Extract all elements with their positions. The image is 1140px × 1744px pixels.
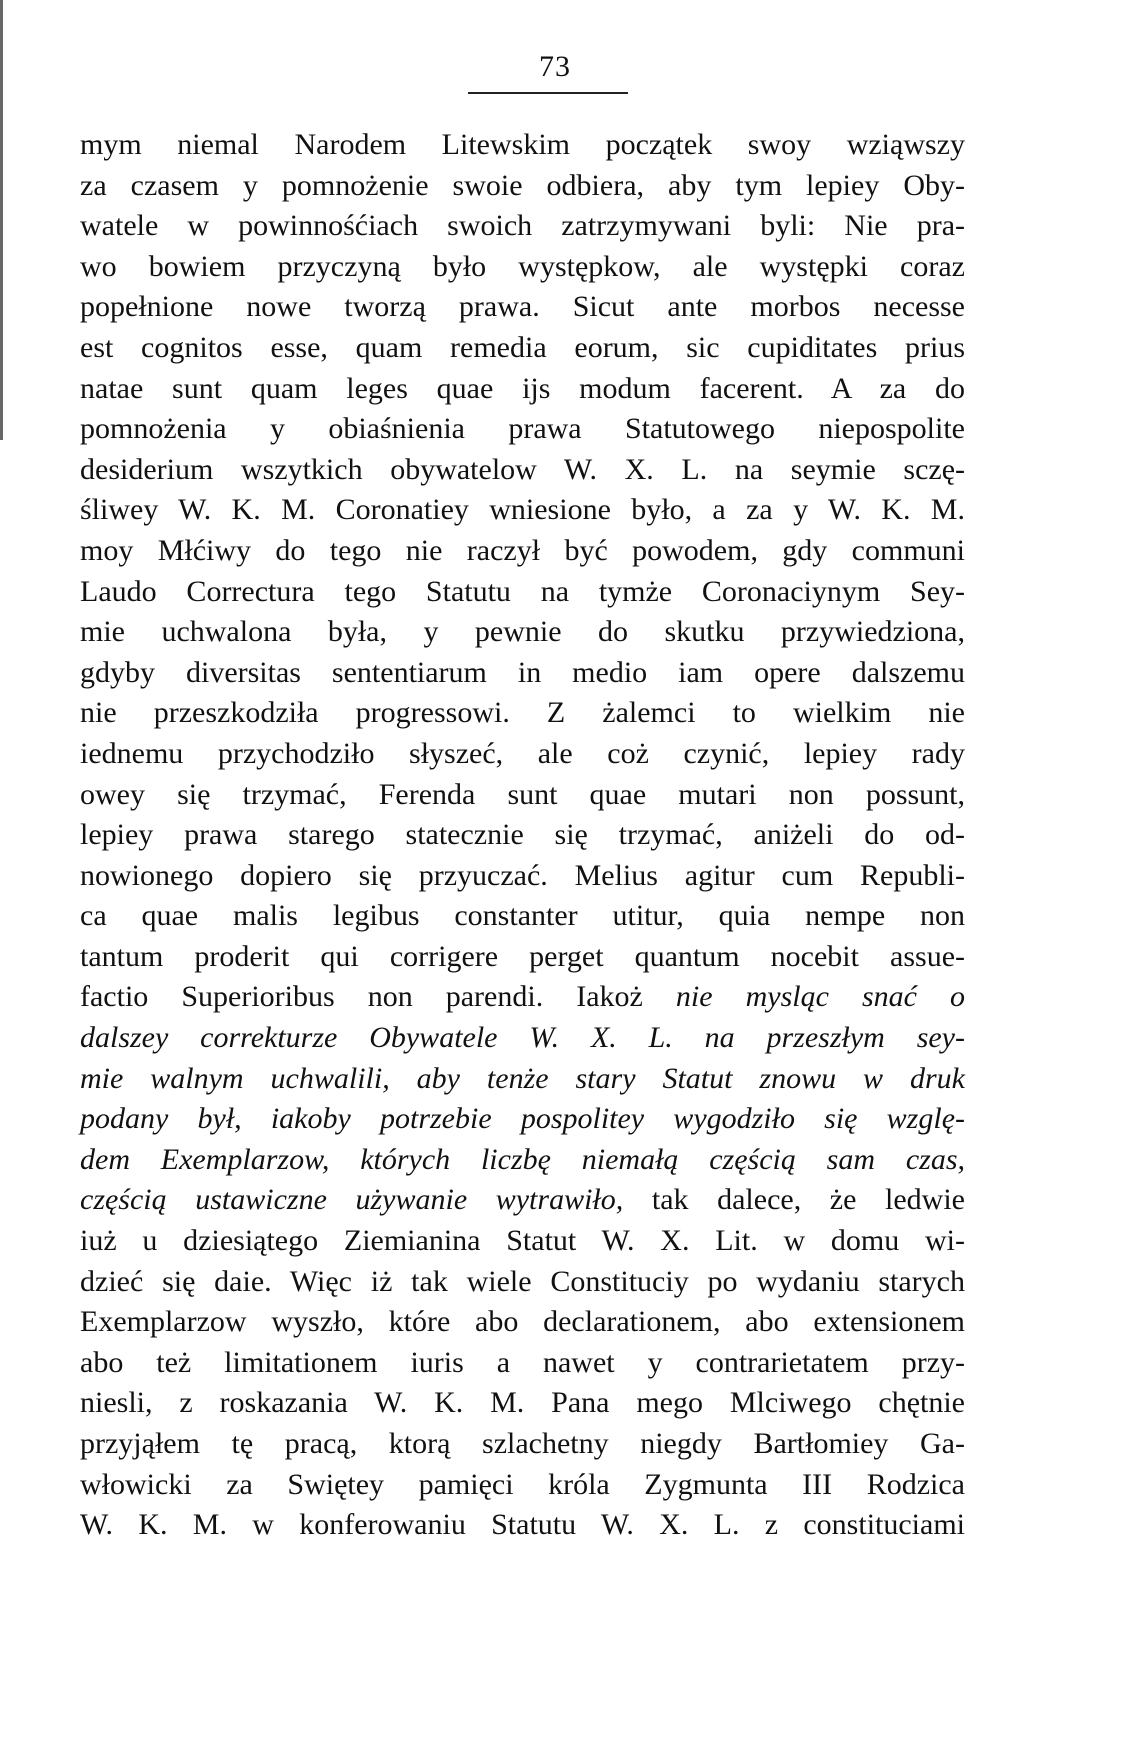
text-line <box>80 612 965 653</box>
text-span: mie uchwalona była, y pewnie do skutku przywiedziona, <box>80 615 965 649</box>
text-line <box>80 166 965 207</box>
text-line <box>80 856 965 897</box>
text-span: moy Młćiwy do tego nie raczył być powodem, gdy communi <box>80 533 965 567</box>
text-span: pomnożenia y obiaśnienia prawa Statutowego niepospolite <box>80 412 965 446</box>
text-line <box>80 653 965 694</box>
italic-text-span: dem Exemplarzow, których liczbę niemałą częścią sam czas, <box>80 1142 965 1176</box>
text-line <box>80 409 965 450</box>
text-line <box>80 572 965 613</box>
text-line <box>80 1018 965 1059</box>
text-line <box>80 815 965 856</box>
text-span: watele w powinnośćiach swoich zatrzymywani byli: Nie pra- <box>80 209 965 243</box>
text-span: iuż u dziesiątego Ziemianina Statut W. X. Lit. w domu wi- <box>80 1224 965 1258</box>
italic-text-span: dalszey correkturze Obywatele W. X. L. na przeszłym sey- <box>80 1021 965 1055</box>
text-line <box>80 977 965 1018</box>
text-span: gdyby diversitas sententiarum in medio iam opere dalszemu <box>80 655 965 689</box>
text-span: przyjąłem tę pracą, ktorą szlachetny niegdy Bartłomiey Ga- <box>80 1427 965 1460</box>
text-span: abo też limitationem iuris a nawet y contrarietatem przy- <box>80 1345 965 1379</box>
text-span: natae sunt quam leges quae ijs modum facerent. A za do <box>80 371 965 405</box>
text-line <box>80 1465 965 1506</box>
text-span: niesli, z roskazania W. K. M. Pana mego Mlciwego chętnie <box>80 1386 965 1420</box>
text-line <box>80 1180 965 1221</box>
text-line <box>80 937 965 978</box>
text-line <box>80 1221 965 1262</box>
text-span: śliwey W. K. M. Coronatiey wniesione było, a za y W. K. M. <box>80 493 965 527</box>
italic-text-span: podany był, iakoby potrzebie pospolitey wygodziło się wzglę- <box>80 1102 965 1136</box>
text-line <box>80 369 965 410</box>
text-span: tantum proderit qui corrigere perget quantum nocebit assue- <box>80 939 965 973</box>
text-span: lepiey prawa starego statecznie się trzymać, aniżeli do od- <box>80 818 965 852</box>
text-line <box>80 206 965 247</box>
text-line <box>80 450 965 491</box>
italic-text-span: mie walnym uchwalili, aby tenże stary Statut znowu w druk <box>80 1061 965 1095</box>
header-rule <box>468 92 628 94</box>
text-span: za czasem y pomnożenie swoie odbiera, aby tym lepiey Oby- <box>80 168 965 202</box>
text-span: Laudo Correctura tego Statutu na tymże Coronaciynym Sey- <box>80 574 965 608</box>
page-number: 73 <box>539 50 571 83</box>
italic-text-span: nie mysląc snać o <box>675 980 965 1014</box>
text-line <box>80 287 965 328</box>
body-text <box>80 125 965 1546</box>
text-span: wo bowiem przyczyną było występkow, ale występki coraz <box>80 249 965 283</box>
text-span: factio Superioribus non parendi. Iakoż <box>80 980 676 1014</box>
text-line <box>80 1059 965 1100</box>
text-line <box>80 734 965 775</box>
text-line <box>80 247 965 288</box>
text-span: desiderium wszytkich obywatelow W. X. L. na seymie sczę- <box>80 452 965 486</box>
text-line <box>80 1140 965 1181</box>
text-line <box>80 775 965 816</box>
text-span: mym niemal Narodem Litewskim początek swoy wziąwszy <box>80 128 965 161</box>
text-span: nowionego dopiero się przyuczać. Melius agitur cum Republi- <box>80 858 965 892</box>
text-span: popełnione nowe tworzą prawa. Sicut ante morbos necesse <box>80 290 965 324</box>
text-line <box>80 1343 965 1384</box>
text-span: W. K. M. w konferowaniu Statutu W. X. L. z constituciami <box>80 1508 965 1542</box>
text-line <box>80 1099 965 1140</box>
text-span: nie przeszkodziła progressowi. Z żalemci to wielkim nie <box>80 696 965 730</box>
text-span: Exemplarzow wyszło, które abo declarationem, abo extensionem <box>80 1305 965 1339</box>
text-span: iednemu przychodziło słyszeć, ale coż czynić, lepiey rady <box>80 736 965 770</box>
text-span: est cognitos esse, quam remedia eorum, sic cupiditates prius <box>80 330 965 364</box>
text-span: ca quae malis legibus constanter utitur, quia nempe non <box>80 899 965 933</box>
text-line <box>80 1424 965 1465</box>
text-line <box>80 125 965 166</box>
text-line <box>80 896 965 937</box>
text-line <box>80 328 965 369</box>
text-line <box>80 1505 965 1546</box>
text-line <box>80 531 965 572</box>
text-line <box>80 1302 965 1343</box>
text-span: tak dalece, że ledwie <box>623 1183 966 1217</box>
text-line <box>80 1262 965 1303</box>
text-span: włowicki za Swiętey pamięci króla Zygmunta III Rodzica <box>80 1467 965 1501</box>
text-line <box>80 1383 965 1424</box>
text-line <box>80 693 965 734</box>
text-line <box>80 490 965 531</box>
page-binding-edge <box>0 0 3 440</box>
italic-text-span: częścią ustawiczne używanie wytrawiło, <box>80 1183 624 1217</box>
text-span: owey się trzymać, Ferenda sunt quae mutari non possunt, <box>80 777 965 811</box>
text-span: dzieć się daie. Więc iż tak wiele Constituciy po wydaniu starych <box>80 1264 965 1298</box>
